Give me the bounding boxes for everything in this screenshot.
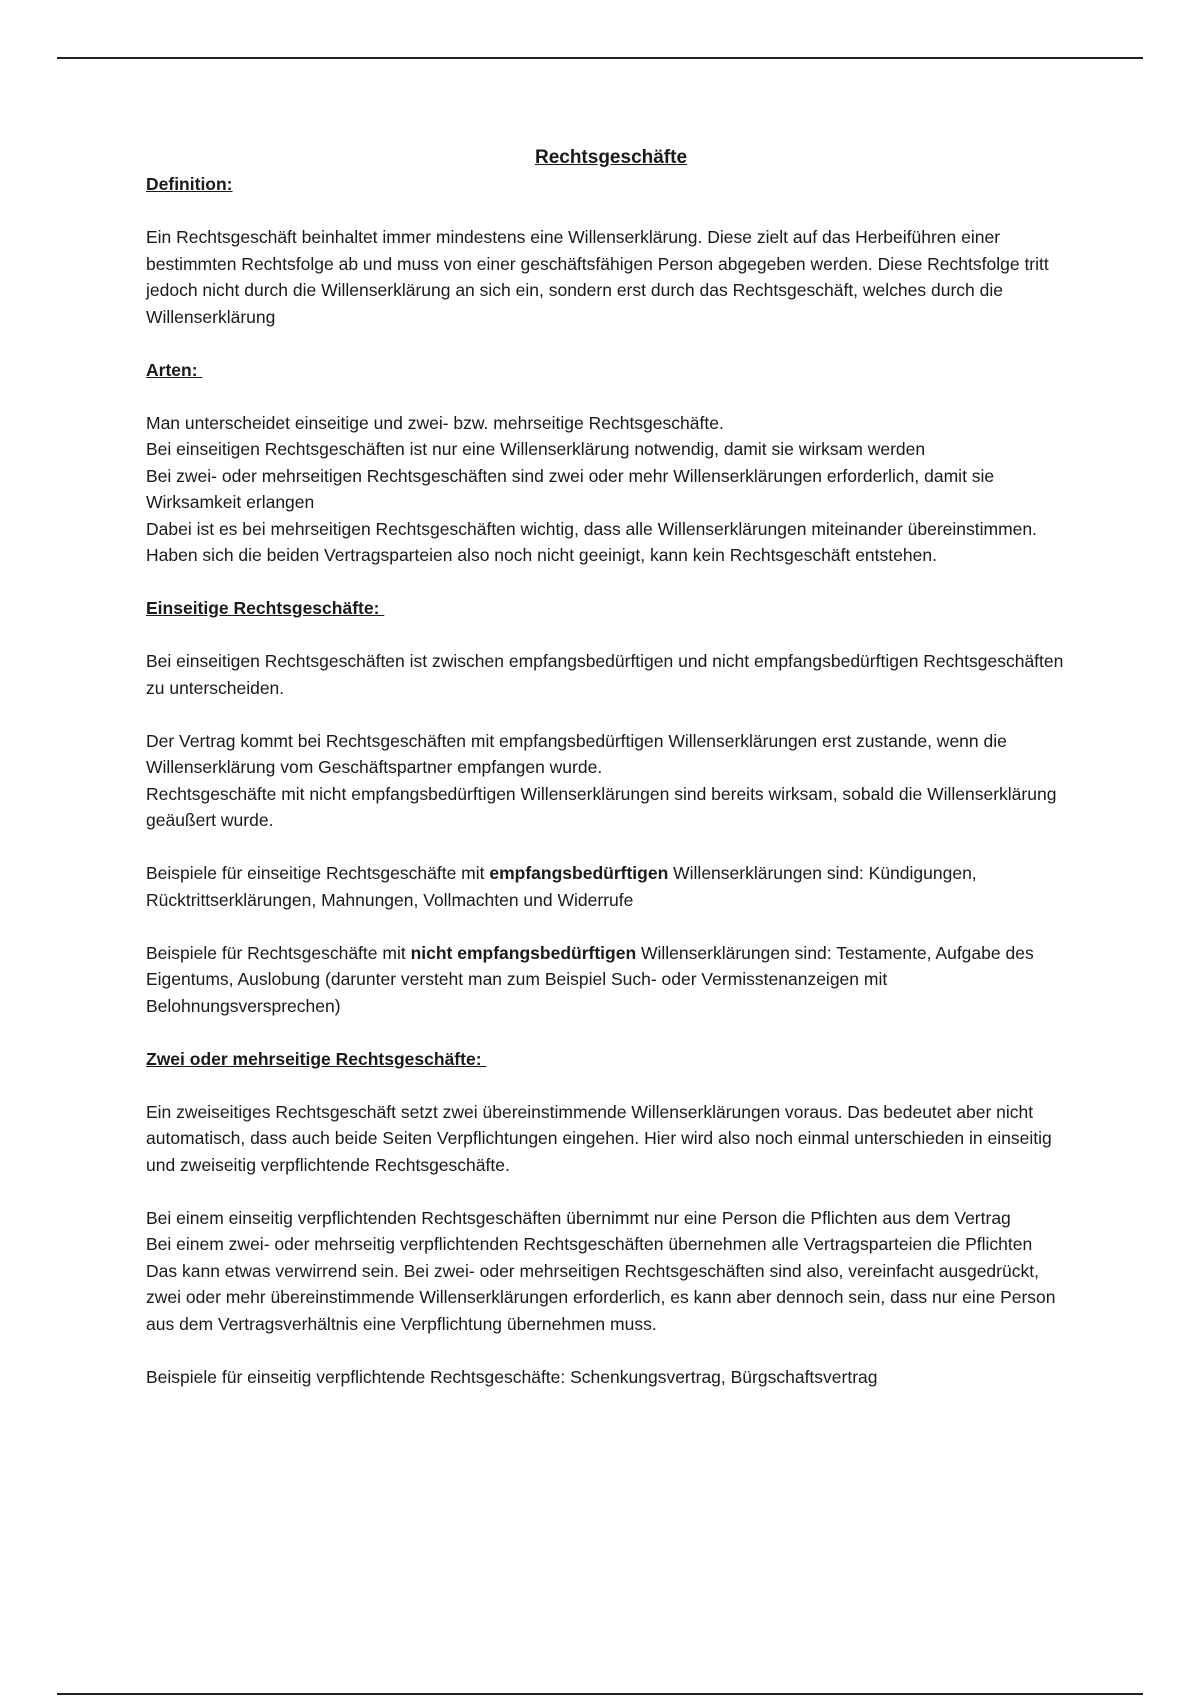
heading-einseitige: Einseitige Rechtsgeschäfte: xyxy=(146,598,385,618)
arten-line: Bei zwei- oder mehrseitigen Rechtsgeschäften sind zwei oder mehr Willenserklärungen erforderlich, damit sie Wirksamkeit erlangen xyxy=(146,465,995,512)
heading-arten: Arten: xyxy=(146,359,203,380)
top-rule xyxy=(57,57,1143,59)
example-2-before: Beispiele für Rechtsgeschäfte mit xyxy=(146,942,411,963)
mehrseitige-line: Bei einem einseitig verpflichtenden Rechtsgeschäften übernimmt nur eine Person die Pflichten aus dem Vertrag xyxy=(146,1207,1011,1228)
example-2-after: Willenserklärungen sind: Testamente, Aufgabe des Eigentums, Auslobung (darunter versteht man zum Beispiel Such- oder Vermisstenanzeigen mit Belohnungsversprechen) xyxy=(146,942,1034,1016)
bottom-rule xyxy=(57,1693,1143,1695)
arten-line: Dabei ist es bei mehrseitigen Rechtsgeschäften wichtig, dass alle Willenserklärungen miteinander übereinstimmen. Haben sich die beiden Vertragsparteien also noch nicht geeinigt, kann kein Rechtsgeschäft entstehen. xyxy=(146,518,1037,565)
heading-definition: Definition: xyxy=(146,174,233,194)
einseitige-line: Rechtsgeschäfte mit nicht empfangsbedürftigen Willenserklärungen sind bereits wirksam, sobald die Willenserklärung geäußert wurde. xyxy=(146,783,1057,830)
arten-line: Man unterscheidet einseitige und zwei- bzw. mehrseitige Rechtsgeschäfte. xyxy=(146,412,724,433)
mehrseitige-intro: Ein zweiseitiges Rechtsgeschäft setzt zwei übereinstimmende Willenserklärungen voraus. Das bedeutet aber nicht automatisch, dass auch beide Seiten Verpflichtungen eingehen. Hier wird also noch einmal unterschieden in einseitig und zweiseitig verpflichtende Rechtsgeschäfte. xyxy=(146,1101,1052,1175)
einseitige-line: Der Vertrag kommt bei Rechtsgeschäften mit empfangsbedürftigen Willenserklärungen erst zustande, wenn die Willenserklärung vom Geschäftspartner empfangen wurde. xyxy=(146,730,1007,777)
example-1-after: Willenserklärungen sind: Kündigungen, Rücktrittserklärungen, Mahnungen, Vollmachten und Widerrufe xyxy=(146,863,977,910)
mehrseitige-line: Das kann etwas verwirrend sein. Bei zwei- oder mehrseitigen Rechtsgeschäften sind also, vereinfacht ausgedrückt, zwei oder mehr übereinstimmende Willenserklärungen erforderlich, es kann aber dennoch sein, dass nur eine Person aus dem Vertragsverhältnis eine Verpflichtung übernehmen muss. xyxy=(146,1260,1056,1334)
page-title: Rechtsgeschäfte xyxy=(534,147,688,168)
arten-line: Bei einseitigen Rechtsgeschäften ist nur eine Willenserklärung notwendig, damit sie wirksam werden xyxy=(146,439,926,459)
definition-text: Ein Rechtsgeschäft beinhaltet immer mindestens eine Willenserklärung. Diese zielt auf das Herbeiführen einer bestimmten Rechtsfolge ab und muss von einer geschäftsfähigen Person abgegeben werden. Diese Rechtsfolge tritt jedoch nicht durch die Willenserklärung an sich ein, sondern erst durch das Rechtsgeschäft, welches durch die Willenserklärung xyxy=(146,227,1049,327)
heading-mehrseitige: Zwei oder mehrseitige Rechtsgeschäfte: xyxy=(146,1048,487,1069)
einseitige-example-2 xyxy=(146,940,1076,1020)
mehrseitige-example: Beispiele für einseitig verpflichtende Rechtsgeschäfte: Schenkungsvertrag, Bürgschaftsvertrag xyxy=(146,1366,878,1387)
einseitige-example-1 xyxy=(146,860,1076,913)
example-1-before: Beispiele für einseitige Rechtsgeschäfte mit xyxy=(146,863,490,883)
example-2-bold: nicht empfangsbedürftigen xyxy=(410,942,637,963)
mehrseitige-line: Bei einem zwei- oder mehrseitig verpflichtenden Rechtsgeschäften übernehmen alle Vertragsparteien die Pflichten xyxy=(146,1234,1033,1254)
einseitige-intro: Bei einseitigen Rechtsgeschäften ist zwischen empfangsbedürftigen und nicht empfangsbedürftigen Rechtsgeschäften zu unterscheiden. xyxy=(146,651,1064,698)
example-1-bold: empfangsbedürftigen xyxy=(489,863,669,883)
document-body xyxy=(146,145,1076,1390)
